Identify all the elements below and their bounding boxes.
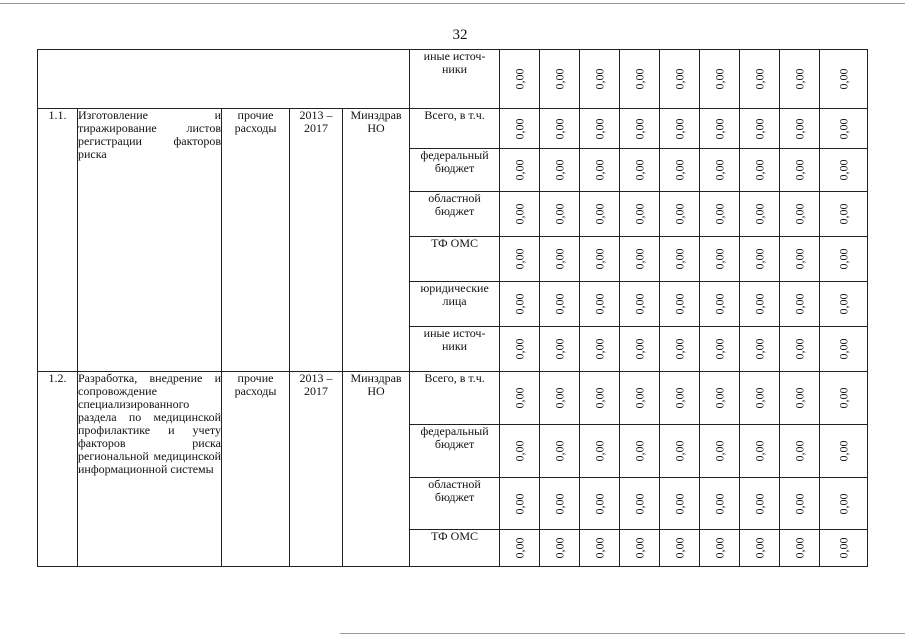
value-cell (700, 50, 740, 109)
source-cell: юридические лица (410, 282, 500, 327)
value-text: 0,00 (672, 68, 687, 90)
value-cell (820, 327, 868, 372)
item-expense-type: прочие расходы (222, 372, 290, 567)
value-text: 0,00 (792, 68, 807, 90)
item-executor: Минздрав НО (343, 372, 410, 567)
value-cell (700, 478, 740, 530)
value-text: 0,00 (712, 68, 727, 90)
value-text: 0,00 (712, 537, 727, 559)
table-body (38, 50, 868, 567)
value-text: 0,00 (592, 68, 607, 90)
value-text: 0,00 (552, 203, 567, 225)
value-cell (540, 149, 580, 192)
value-cell (660, 192, 700, 237)
value-text: 0,00 (512, 493, 527, 514)
value-text: 0,00 (592, 159, 607, 181)
value-text: 0,00 (672, 338, 687, 360)
value-text: 0,00 (552, 387, 567, 409)
value-cell (700, 372, 740, 425)
value-cell (620, 530, 660, 567)
value-text: 0,00 (792, 159, 807, 181)
value-text: 0,00 (712, 338, 727, 360)
value-cell (540, 425, 580, 478)
value-cell (700, 530, 740, 567)
item-executor: Минздрав НО (343, 109, 410, 372)
value-cell (540, 192, 580, 237)
value-cell (700, 425, 740, 478)
item-name-text: Разработка, внедрение и сопровождение специализированного раздела по медицинской профилактике и учету факторов риска региональной медицинской информационной системы (78, 371, 221, 476)
top-scan-line (0, 3, 905, 4)
value-text: 0,00 (836, 118, 851, 139)
value-text: 0,00 (792, 493, 807, 514)
value-text: 0,00 (792, 440, 807, 462)
value-text: 0,00 (792, 248, 807, 270)
value-text: 0,00 (792, 293, 807, 315)
value-text: 0,00 (592, 118, 607, 139)
value-cell (780, 282, 820, 327)
value-cell (540, 478, 580, 530)
value-text: 0,00 (712, 248, 727, 270)
value-cell (580, 50, 620, 109)
value-cell (740, 50, 780, 109)
value-text: 0,00 (836, 159, 851, 181)
value-cell (500, 372, 540, 425)
value-cell (500, 478, 540, 530)
value-cell (500, 327, 540, 372)
value-cell (500, 192, 540, 237)
value-cell (780, 530, 820, 567)
value-cell (700, 237, 740, 282)
item-name (78, 109, 222, 372)
value-cell (740, 327, 780, 372)
value-cell (620, 478, 660, 530)
source-cell: областной бюджет (410, 192, 500, 237)
source-cell: областной бюджет (410, 478, 500, 530)
value-cell (500, 425, 540, 478)
value-cell (620, 149, 660, 192)
value-text: 0,00 (672, 440, 687, 462)
value-cell (580, 530, 620, 567)
value-text: 0,00 (592, 338, 607, 360)
value-text: 0,00 (672, 387, 687, 409)
table-row (38, 109, 868, 149)
value-text: 0,00 (592, 493, 607, 514)
value-text: 0,00 (836, 203, 851, 225)
value-cell (500, 237, 540, 282)
value-cell (820, 50, 868, 109)
value-cell (500, 109, 540, 149)
value-cell (820, 237, 868, 282)
value-text: 0,00 (552, 159, 567, 181)
value-cell (780, 327, 820, 372)
value-text: 0,00 (836, 537, 851, 559)
value-text: 0,00 (672, 203, 687, 225)
value-cell (700, 192, 740, 237)
value-cell (620, 425, 660, 478)
value-cell (820, 282, 868, 327)
value-cell (580, 109, 620, 149)
value-cell (660, 530, 700, 567)
table-row (38, 372, 868, 425)
value-cell (620, 192, 660, 237)
value-cell (780, 237, 820, 282)
value-text: 0,00 (512, 203, 527, 225)
value-cell (820, 478, 868, 530)
value-text: 0,00 (552, 537, 567, 559)
value-cell (540, 237, 580, 282)
value-text: 0,00 (752, 159, 767, 181)
value-cell (620, 372, 660, 425)
value-text: 0,00 (552, 248, 567, 270)
value-cell (540, 327, 580, 372)
value-text: 0,00 (752, 203, 767, 225)
item-name-text: Изготовление и тиражирование листов регистрации факторов риска (78, 108, 221, 161)
funding-table (37, 49, 868, 567)
value-cell (660, 425, 700, 478)
value-text: 0,00 (752, 493, 767, 514)
value-cell (620, 237, 660, 282)
value-text: 0,00 (752, 118, 767, 139)
value-text: 0,00 (672, 293, 687, 315)
value-text: 0,00 (836, 293, 851, 315)
value-text: 0,00 (512, 118, 527, 139)
value-text: 0,00 (712, 493, 727, 514)
value-text: 0,00 (712, 387, 727, 409)
value-text: 0,00 (792, 537, 807, 559)
value-text: 0,00 (512, 293, 527, 315)
item-period: 2013 – 2017 (290, 109, 343, 372)
value-cell (740, 109, 780, 149)
value-text: 0,00 (836, 440, 851, 462)
value-text: 0,00 (752, 338, 767, 360)
value-text: 0,00 (512, 159, 527, 181)
value-cell (660, 109, 700, 149)
value-text: 0,00 (632, 68, 647, 90)
value-cell (500, 282, 540, 327)
value-text: 0,00 (512, 338, 527, 360)
value-cell (660, 372, 700, 425)
value-text: 0,00 (512, 248, 527, 270)
value-cell (820, 109, 868, 149)
source-cell: федеральный бюджет (410, 149, 500, 192)
value-text: 0,00 (592, 203, 607, 225)
value-text: 0,00 (836, 68, 851, 90)
value-text: 0,00 (752, 387, 767, 409)
value-cell (780, 109, 820, 149)
value-text: 0,00 (512, 387, 527, 409)
source-cell: ТФ ОМС (410, 237, 500, 282)
value-text: 0,00 (792, 338, 807, 360)
value-cell (820, 425, 868, 478)
value-text: 0,00 (512, 440, 527, 462)
value-cell (780, 425, 820, 478)
value-cell (540, 372, 580, 425)
source-cell: иные источ- ники (410, 327, 500, 372)
value-cell (540, 530, 580, 567)
value-text: 0,00 (632, 537, 647, 559)
value-cell (740, 425, 780, 478)
value-cell (580, 425, 620, 478)
value-cell (740, 372, 780, 425)
value-cell (540, 50, 580, 109)
value-cell (580, 327, 620, 372)
value-cell (820, 149, 868, 192)
value-cell (580, 149, 620, 192)
value-cell (580, 237, 620, 282)
value-text: 0,00 (512, 537, 527, 559)
value-cell (500, 50, 540, 109)
value-text: 0,00 (792, 118, 807, 139)
value-cell (700, 327, 740, 372)
source-cell: ТФ ОМС (410, 530, 500, 567)
value-cell (740, 237, 780, 282)
value-cell (740, 282, 780, 327)
value-text: 0,00 (632, 338, 647, 360)
value-cell (660, 237, 700, 282)
value-cell (740, 478, 780, 530)
value-text: 0,00 (752, 293, 767, 315)
value-text: 0,00 (632, 440, 647, 462)
value-text: 0,00 (836, 338, 851, 360)
value-text: 0,00 (592, 537, 607, 559)
value-cell (500, 530, 540, 567)
value-cell (820, 192, 868, 237)
value-cell (660, 50, 700, 109)
value-cell (780, 192, 820, 237)
value-text: 0,00 (836, 248, 851, 270)
value-cell (740, 192, 780, 237)
value-cell (540, 282, 580, 327)
value-text: 0,00 (752, 440, 767, 462)
value-cell (660, 327, 700, 372)
value-text: 0,00 (552, 118, 567, 139)
value-text: 0,00 (592, 248, 607, 270)
value-text: 0,00 (712, 293, 727, 315)
item-expense-type: прочие расходы (222, 109, 290, 372)
page-number: 32 (452, 27, 468, 43)
value-text: 0,00 (752, 248, 767, 270)
table-row (38, 50, 868, 109)
value-text: 0,00 (672, 118, 687, 139)
value-text: 0,00 (836, 387, 851, 409)
value-text: 0,00 (512, 68, 527, 90)
value-text: 0,00 (592, 440, 607, 462)
value-text: 0,00 (672, 248, 687, 270)
value-cell (580, 478, 620, 530)
value-cell (780, 478, 820, 530)
source-cell: федеральный бюджет (410, 425, 500, 478)
value-text: 0,00 (712, 440, 727, 462)
value-cell (620, 50, 660, 109)
value-text: 0,00 (712, 118, 727, 139)
value-cell (700, 109, 740, 149)
value-text: 0,00 (632, 248, 647, 270)
value-text: 0,00 (792, 387, 807, 409)
value-cell (660, 282, 700, 327)
value-text: 0,00 (672, 493, 687, 514)
value-text: 0,00 (632, 387, 647, 409)
value-text: 0,00 (632, 203, 647, 225)
value-cell (620, 109, 660, 149)
value-text: 0,00 (632, 159, 647, 181)
value-text: 0,00 (552, 293, 567, 315)
value-text: 0,00 (592, 293, 607, 315)
value-text: 0,00 (836, 493, 851, 514)
value-cell (740, 149, 780, 192)
source-cell: Всего, в т.ч. (410, 372, 500, 425)
item-period: 2013 – 2017 (290, 372, 343, 567)
value-text: 0,00 (552, 493, 567, 514)
item-name (78, 372, 222, 567)
value-cell (780, 149, 820, 192)
item-number: 1.2. (38, 372, 78, 567)
value-cell (580, 192, 620, 237)
value-cell (660, 478, 700, 530)
value-text: 0,00 (592, 387, 607, 409)
value-cell (660, 149, 700, 192)
value-cell (780, 50, 820, 109)
value-cell (820, 530, 868, 567)
value-text: 0,00 (752, 68, 767, 90)
value-cell (580, 282, 620, 327)
value-cell (620, 327, 660, 372)
value-text: 0,00 (712, 159, 727, 181)
value-cell (580, 372, 620, 425)
value-cell (780, 372, 820, 425)
source-cell: Всего, в т.ч. (410, 109, 500, 149)
value-cell (820, 372, 868, 425)
value-cell (700, 282, 740, 327)
bottom-scan-line (340, 633, 905, 634)
value-text: 0,00 (632, 493, 647, 514)
value-cell (700, 149, 740, 192)
value-cell (620, 282, 660, 327)
item-number: 1.1. (38, 109, 78, 372)
value-text: 0,00 (752, 537, 767, 559)
value-text: 0,00 (632, 293, 647, 315)
source-cell: иные источ- ники (410, 50, 500, 109)
value-text: 0,00 (672, 159, 687, 181)
value-text: 0,00 (672, 537, 687, 559)
value-cell (740, 530, 780, 567)
value-text: 0,00 (712, 203, 727, 225)
value-text: 0,00 (792, 203, 807, 225)
value-cell (540, 109, 580, 149)
continuation-blank-cell (38, 50, 410, 109)
value-text: 0,00 (552, 440, 567, 462)
value-text: 0,00 (552, 68, 567, 90)
value-text: 0,00 (552, 338, 567, 360)
value-text: 0,00 (632, 118, 647, 139)
value-cell (500, 149, 540, 192)
